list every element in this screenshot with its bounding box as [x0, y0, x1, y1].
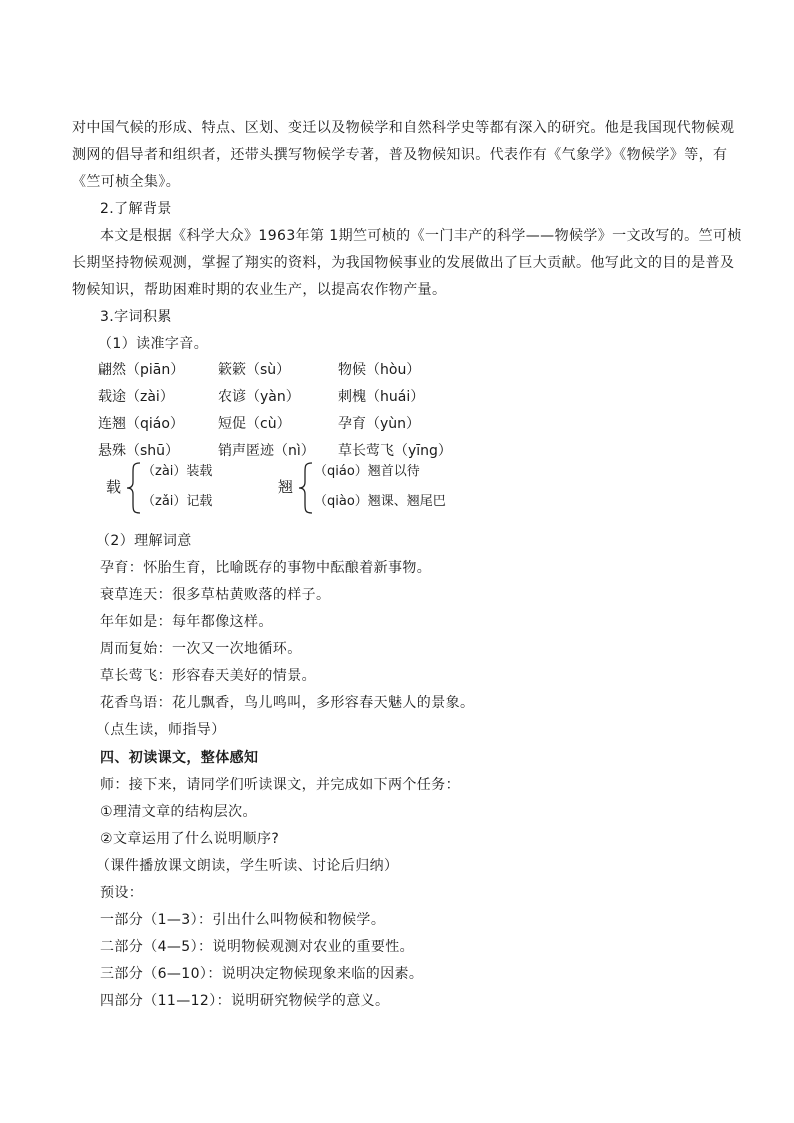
intro-line-3: 《竺可桢全集》。: [72, 174, 181, 190]
pronunciation-item: 草长莺飞（yīng）: [338, 443, 452, 459]
pronunciation-item: 刺槐（huái）: [338, 389, 425, 405]
polyphone-reading: （qiáo）翘首以待: [314, 464, 420, 479]
background-line-2: 长期坚持物候观测，掌握了翔实的资料，为我国物候事业的发展做出了巨大贡献。他写此文的目的是普及: [72, 255, 735, 271]
polyphone-char: 载: [106, 478, 122, 496]
definition-item: 草长莺飞：形容春天美好的情景。: [100, 668, 316, 684]
structure-part: 四部分（11—12）：说明研究物候学的意义。: [100, 993, 390, 1009]
definition-item: 花香鸟语：花儿飘香，鸟儿鸣叫，多形容春天魅人的景象。: [100, 695, 475, 711]
definition-item: 年年如是：每年都像这样。: [100, 614, 273, 630]
background-heading: 2.了解背景: [100, 201, 172, 217]
pronunciation-item: 短促（cù）: [218, 416, 291, 432]
pronunciation-item: 悬殊（shū）: [98, 443, 180, 459]
curly-brace: [298, 462, 314, 514]
structure-part: 一部分（1—3）：引出什么叫物候和物候学。: [100, 912, 386, 928]
pronunciation-item: 连翘（qiáo）: [98, 416, 184, 432]
intro-line-1: 对中国气候的形成、特点、区划、变迁以及物候学和自然科学史等都有深入的研究。他是我国现代物候观: [72, 120, 735, 136]
task-item: ②文章运用了什么说明顺序?: [100, 831, 280, 847]
background-line-3: 物候知识，帮助困难时期的农业生产，以提高农作物产量。: [72, 282, 447, 298]
vocab-sub-pronunciation: （1）读准字音。: [98, 336, 209, 352]
vocab-sub-meaning: （2）理解词意: [96, 533, 192, 549]
definition-item: 衰草连天：很多草枯黄败落的样子。: [100, 587, 331, 603]
pronunciation-item: 簌簌（sù）: [218, 362, 291, 378]
structure-part: 三部分（6—10）：说明决定物候现象来临的因素。: [100, 966, 424, 982]
vocab-heading: 3.字词积累: [100, 309, 172, 325]
definition-item: 孕育：怀胎生育，比喻既存的事物中酝酿着新事物。: [100, 560, 432, 576]
pronunciation-item: 翩然（piān）: [98, 362, 185, 378]
task-item: ①理清文章的结构层次。: [100, 804, 257, 820]
definition-item: 周而复始：一次又一次地循环。: [100, 641, 302, 657]
polyphone-brace-qiao: [278, 460, 478, 516]
structure-part: 二部分（4—5）：说明物候观测对农业的重要性。: [100, 939, 415, 955]
background-line-1: 本文是根据《科学大众》1963年第 1期竺可桢的《一门丰产的科学——物候学》一文改写的。竺可桢: [100, 228, 742, 244]
polyphone-brace-zai: [106, 460, 266, 516]
activity-note: （课件播放课文朗读，学生听读、讨论后归纳）: [96, 858, 399, 874]
pronunciation-item: 农谚（yàn）: [218, 389, 300, 405]
pronunciation-item: 载途（zài）: [98, 389, 174, 405]
polyphone-reading: （zài）装载: [142, 464, 213, 479]
section-heading: 四、初读课文，整体感知: [100, 750, 259, 766]
vocab-note: （点生读，师指导）: [96, 722, 226, 738]
teacher-prompt: 师：接下来，请同学们听读课文，并完成如下两个任务：: [100, 777, 460, 793]
pronunciation-item: 孕育（yùn）: [338, 416, 421, 432]
polyphone-char: 翘: [278, 478, 294, 496]
polyphone-reading: （qiào）翘课、翘尾巴: [314, 494, 446, 509]
curly-brace: [126, 462, 142, 514]
preset-label: 预设：: [100, 885, 144, 901]
pronunciation-item: 物候（hòu）: [338, 362, 421, 378]
pronunciation-item: 销声匿迹（nì）: [218, 443, 315, 459]
intro-line-2: 测网的倡导者和组织者，还带头撰写物候学专著，普及物候知识。代表作有《气象学》《物候学》等，有: [72, 147, 728, 163]
polyphone-reading: （zǎi）记载: [142, 494, 213, 509]
